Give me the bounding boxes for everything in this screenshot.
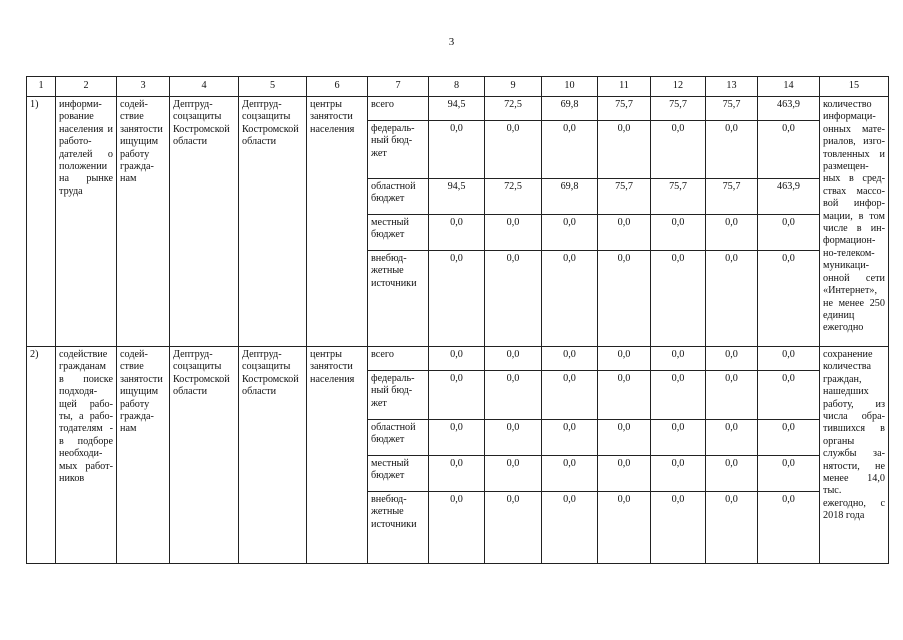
finance-value: 0,0: [429, 420, 485, 456]
finance-value: 0,0: [598, 456, 651, 492]
column-number-14: 14: [758, 77, 820, 97]
finance-value: 0,0: [598, 121, 651, 179]
measure-task: содей-ствие занятости ищущим работу гражда-нам: [117, 97, 170, 347]
column-number-11: 11: [598, 77, 651, 97]
finance-value: 0,0: [429, 251, 485, 347]
finance-value: 75,7: [706, 179, 758, 215]
finance-value: 0,0: [651, 121, 706, 179]
finance-value: 0,0: [598, 492, 651, 564]
finance-value: 0,0: [758, 456, 820, 492]
finance-source: областной бюджет: [368, 420, 429, 456]
measure-task: содей-ствие занятости ищущим работу гражда-нам: [117, 347, 170, 564]
finance-value: 0,0: [542, 371, 598, 420]
finance-source: областной бюджет: [368, 179, 429, 215]
finance-value: 0,0: [651, 347, 706, 371]
column-number-7: 7: [368, 77, 429, 97]
co-executor: Дептруд-соцзащиты Костромской области: [239, 347, 307, 564]
finance-source: федераль-ный бюд-жет: [368, 371, 429, 420]
finance-value: 0,0: [758, 492, 820, 564]
finance-value: 0,0: [651, 456, 706, 492]
finance-value: 0,0: [651, 371, 706, 420]
finance-value: 0,0: [429, 347, 485, 371]
finance-value: 0,0: [706, 420, 758, 456]
finance-value: 0,0: [758, 347, 820, 371]
finance-value: 75,7: [598, 97, 651, 121]
finance-value: 75,7: [706, 97, 758, 121]
table-body: [27, 77, 889, 564]
finance-value: 0,0: [598, 347, 651, 371]
finance-value: 0,0: [598, 420, 651, 456]
page-number: 3: [448, 36, 455, 48]
finance-row: [27, 347, 889, 371]
finance-value: 0,0: [706, 251, 758, 347]
finance-value: 0,0: [651, 420, 706, 456]
finance-value: 0,0: [651, 215, 706, 251]
finance-value: 463,9: [758, 179, 820, 215]
column-number-15: 15: [820, 77, 889, 97]
finance-value: 0,0: [429, 371, 485, 420]
finance-value: 0,0: [485, 251, 542, 347]
finance-value: 0,0: [542, 420, 598, 456]
row-number: 1): [27, 97, 56, 347]
program-table: [26, 76, 889, 564]
responsible-executor: Дептруд-соцзащиты Костромской области: [170, 347, 239, 564]
finance-value: 72,5: [485, 179, 542, 215]
finance-value: 463,9: [758, 97, 820, 121]
finance-value: 69,8: [542, 179, 598, 215]
finance-value: 0,0: [485, 456, 542, 492]
column-number-3: 3: [117, 77, 170, 97]
finance-value: 0,0: [429, 121, 485, 179]
finance-source: местный бюджет: [368, 456, 429, 492]
finance-source: всего: [368, 97, 429, 121]
finance-value: 0,0: [651, 492, 706, 564]
column-number-8: 8: [429, 77, 485, 97]
finance-value: 0,0: [485, 420, 542, 456]
finance-value: 0,0: [429, 215, 485, 251]
finance-value: 0,0: [485, 215, 542, 251]
finance-value: 0,0: [758, 251, 820, 347]
finance-value: 72,5: [485, 97, 542, 121]
expected-result: сохранение количества граждан, нашедших работу, из числа обра-тившихся в органы службы за-нятости, не менее 14,0 тыс. ежегодно, с 2018 года: [820, 347, 889, 564]
finance-row: [27, 97, 889, 121]
finance-value: 0,0: [542, 456, 598, 492]
finance-value: 0,0: [542, 347, 598, 371]
finance-value: 0,0: [542, 215, 598, 251]
finance-value: 0,0: [706, 215, 758, 251]
column-number-5: 5: [239, 77, 307, 97]
finance-value: 75,7: [651, 97, 706, 121]
finance-value: 0,0: [485, 371, 542, 420]
finance-value: 0,0: [485, 492, 542, 564]
column-number-1: 1: [27, 77, 56, 97]
finance-value: 0,0: [706, 456, 758, 492]
column-number-2: 2: [56, 77, 117, 97]
responsible-executor: Дептруд-соцзащиты Костромской области: [170, 97, 239, 347]
finance-value: 75,7: [598, 179, 651, 215]
finance-value: 0,0: [429, 492, 485, 564]
finance-value: 0,0: [758, 121, 820, 179]
finance-source: всего: [368, 347, 429, 371]
finance-value: 75,7: [651, 179, 706, 215]
finance-value: 0,0: [758, 371, 820, 420]
finance-value: 0,0: [706, 492, 758, 564]
finance-value: 0,0: [429, 456, 485, 492]
finance-value: 0,0: [706, 121, 758, 179]
finance-source: внебюд-жетные источники: [368, 251, 429, 347]
finance-value: 94,5: [429, 97, 485, 121]
expected-result: количество информаци-онных мате-риалов, изго-товленных и размещен-ных в сред-ствах массо-вой инфор-мации, в том числе в ин-формацион-но-телеком-муникаци-онной сети «Интернет», не менее 250 единиц ежегодно: [820, 97, 889, 347]
finance-value: 0,0: [598, 215, 651, 251]
finance-value: 0,0: [758, 215, 820, 251]
finance-value: 0,0: [485, 121, 542, 179]
finance-value: 0,0: [542, 121, 598, 179]
column-number-6: 6: [307, 77, 368, 97]
finance-value: 0,0: [542, 251, 598, 347]
co-executor: Дептруд-соцзащиты Костромской области: [239, 97, 307, 347]
participant: центры занятости населения: [307, 97, 368, 347]
finance-value: 0,0: [758, 420, 820, 456]
finance-value: 0,0: [485, 347, 542, 371]
finance-value: 0,0: [706, 347, 758, 371]
column-number-row: [27, 77, 889, 97]
column-number-9: 9: [485, 77, 542, 97]
row-number: 2): [27, 347, 56, 564]
finance-value: 0,0: [651, 251, 706, 347]
finance-value: 0,0: [542, 492, 598, 564]
finance-value: 0,0: [706, 371, 758, 420]
column-number-4: 4: [170, 77, 239, 97]
finance-value: 69,8: [542, 97, 598, 121]
finance-value: 0,0: [598, 371, 651, 420]
column-number-13: 13: [706, 77, 758, 97]
measure-name: содействие гражданам в поиске подходя-щей рабо-ты, а рабо-тодателям - в подборе необходи-мых работ-ников: [56, 347, 117, 564]
column-number-10: 10: [542, 77, 598, 97]
finance-source: федераль-ный бюд-жет: [368, 121, 429, 179]
measure-name: информи-рование населения и работо-дателей о положении на рынке труда: [56, 97, 117, 347]
finance-source: внебюд-жетные источники: [368, 492, 429, 564]
finance-value: 0,0: [598, 251, 651, 347]
column-number-12: 12: [651, 77, 706, 97]
finance-value: 94,5: [429, 179, 485, 215]
participant: центры занятости населения: [307, 347, 368, 564]
finance-source: местный бюджет: [368, 215, 429, 251]
